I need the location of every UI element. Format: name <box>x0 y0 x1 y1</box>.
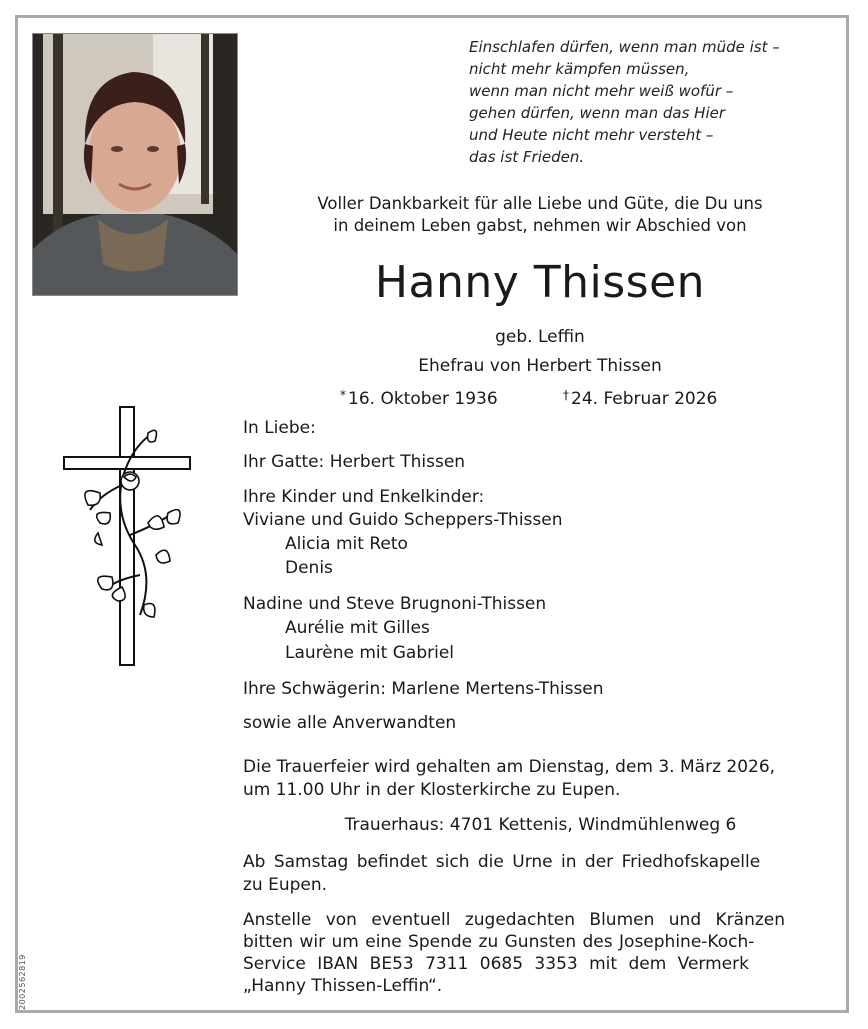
relatives-line: sowie alle Anverwandten <box>243 713 457 733</box>
donation-line: bitten wir um eine Spende zu Gunsten des Josephine-Koch- <box>243 932 755 952</box>
poem-line: nicht mehr kämpfen müssen, <box>469 60 690 78</box>
deceased-name: Hanny Thissen <box>374 257 706 308</box>
cross-with-rose-icon <box>60 405 195 667</box>
donation-info <box>243 909 838 997</box>
sister-in-law-line: Ihre Schwägerin: Marlene Mertens-Thissen <box>243 679 604 699</box>
birth-date <box>340 384 498 410</box>
spouse-relation: Ehefrau von Herbert Thissen <box>418 356 662 376</box>
urn-line: Ab Samstag befindet sich die Urne in der Friedhofskapelle <box>243 852 761 872</box>
grandchild: Alicia mit Reto <box>285 534 408 554</box>
child-family: Viviane und Guido Scheppers-Thissen <box>243 510 563 530</box>
poem-line: und Heute nicht mehr versteht – <box>469 126 714 144</box>
child-family: Nadine und Steve Brugnoni-Thissen <box>243 594 547 614</box>
children-block <box>243 486 838 580</box>
ceremony-info <box>243 756 838 802</box>
poem-line: wenn man nicht mehr weiß wofür – <box>469 82 734 100</box>
grandchild: Aurélie mit Gilles <box>285 618 430 638</box>
children-heading: Ihre Kinder und Enkelkinder: <box>243 487 485 507</box>
mourning-house <box>243 814 838 837</box>
urn-line: zu Eupen. <box>243 875 328 895</box>
maiden-name: geb. Leffin <box>495 327 585 347</box>
death-symbol: † <box>563 388 569 402</box>
ceremony-line: um 11.00 Uhr in der Klosterkirche zu Eupen. <box>243 780 621 800</box>
donation-line: Anstelle von eventuell zugedachten Blumen und Kränzen <box>243 910 786 930</box>
intro-line: in deinem Leben gabst, nehmen wir Abschied von <box>333 216 747 235</box>
ceremony-line: Die Trauerfeier wird gehalten am Dienstag, dem 3. März 2026, <box>243 757 776 777</box>
donation-line: Service IBAN BE53 7311 0685 3353 mit dem Vermerk <box>243 954 749 974</box>
sister-in-law-block <box>243 678 838 701</box>
poem-line: Einschlafen dürfen, wenn man müde ist – <box>469 38 780 56</box>
in-love-label: In Liebe: <box>243 418 316 438</box>
poem-line: das ist Frieden. <box>469 148 585 166</box>
children-block-2 <box>243 593 838 665</box>
relatives-block <box>243 712 838 735</box>
death-date <box>563 384 717 410</box>
grandchild: Laurène mit Gabriel <box>285 643 455 663</box>
portrait-photo <box>32 33 238 296</box>
spouse-block <box>243 451 838 474</box>
poem <box>469 36 839 168</box>
ad-code: 2002562819 <box>18 954 27 1010</box>
urn-info <box>243 851 838 897</box>
death-date-text: 24. Februar 2026 <box>571 389 718 409</box>
grandchild: Denis <box>285 558 333 578</box>
intro-line: Voller Dankbarkeit für alle Liebe und Güte, die Du uns <box>317 194 763 213</box>
birth-date-text: 16. Oktober 1936 <box>348 389 498 409</box>
intro-text <box>250 193 830 237</box>
poem-line: gehen dürfen, wenn man das Hier <box>469 104 726 122</box>
mourning-house-line: Trauerhaus: 4701 Kettenis, Windmühlenweg 6 <box>344 815 737 835</box>
family-section <box>243 417 838 440</box>
birth-symbol: * <box>340 388 346 402</box>
donation-line: „Hanny Thissen-Leffin“. <box>243 976 443 996</box>
spouse-line: Ihr Gatte: Herbert Thissen <box>243 452 466 472</box>
